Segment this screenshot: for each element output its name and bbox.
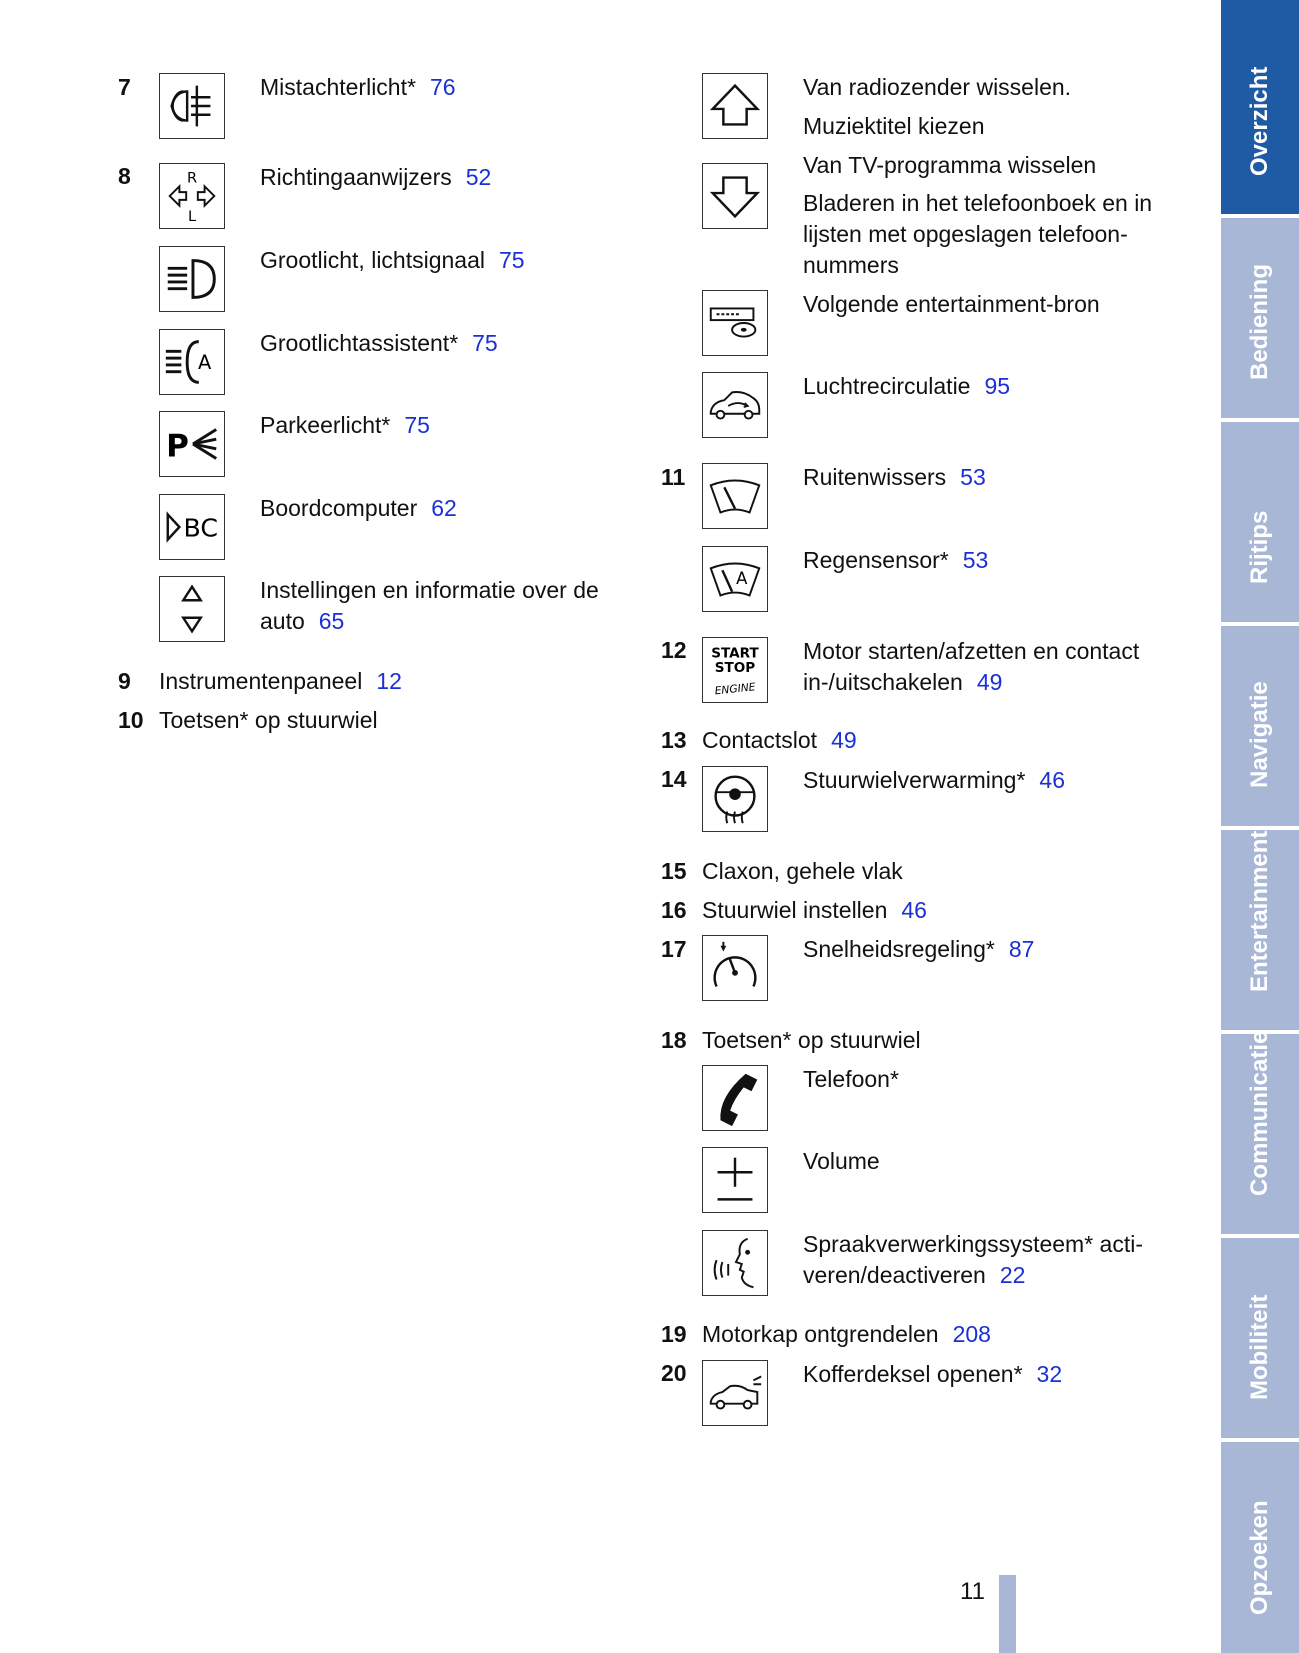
volume-plus-icon	[702, 1147, 768, 1213]
item-number-15: 15	[661, 858, 687, 884]
page-ref-link[interactable]: 46	[1039, 767, 1066, 793]
rain-sensor-label: Regensensor* 53	[803, 547, 989, 573]
high-beam-label: Grootlicht, lichtsignaal 75	[260, 247, 525, 273]
voice-control-label: Spraakverwerkingssysteem* acti- veren/deactiveren 22	[803, 1231, 1144, 1288]
rain-sensor-icon	[702, 546, 768, 612]
steering-wheel-buttons-label: Toetsen* op stuurwiel	[159, 707, 378, 733]
parking-light-label: Parkeerlicht* 75	[260, 412, 430, 438]
svg-text:BC: BC	[183, 513, 218, 543]
page-ref-link[interactable]: 22	[999, 1262, 1026, 1288]
svg-text:P: P	[166, 428, 189, 465]
entertainment-source-icon	[702, 290, 768, 356]
page-ref-link[interactable]: 49	[831, 727, 857, 753]
arrow-up-icon	[702, 73, 768, 139]
page-number: 11	[960, 1578, 985, 1605]
engine-text: ENGINE	[714, 680, 757, 698]
tab-mobiliteit[interactable]: Mobiliteit	[1221, 1238, 1299, 1442]
item-number-12: 12	[661, 637, 687, 663]
tab-communicatie[interactable]: Communicatie	[1221, 1034, 1299, 1238]
item-number-20: 20	[661, 1360, 687, 1386]
page-ref-link[interactable]: 53	[962, 547, 989, 573]
settings-info-label: Instellingen en informatie over de auto 65	[260, 577, 599, 634]
page-ref-link[interactable]: 95	[984, 373, 1011, 399]
board-computer-icon	[159, 494, 225, 560]
rear-fog-light-label: Mistachterlicht* 76	[260, 74, 456, 100]
svg-text:R: R	[186, 170, 198, 187]
instrument-panel-label: Instrumentenpaneel 12	[159, 668, 402, 694]
air-recirculation-icon	[702, 372, 768, 438]
page-ref-link[interactable]: 46	[901, 897, 927, 923]
wiper-icon	[702, 463, 768, 529]
page-ref-link[interactable]: 53	[960, 464, 986, 490]
section-sidebar	[1221, 0, 1299, 1653]
page-ref-link[interactable]: 12	[376, 668, 402, 694]
cruise-control-label: Snelheidsregeling* 87	[803, 936, 1035, 962]
hood-release-label: Motorkap ontgrendelen 208	[702, 1321, 991, 1347]
turn-signal-label: Richtingaanwijzers 52	[260, 164, 492, 190]
steering-heating-label: Stuurwielverwarming* 46	[803, 767, 1066, 793]
entertainment-source-label: Volgende entertainment-bron	[803, 291, 1100, 317]
page-ref-link[interactable]: 75	[472, 330, 498, 356]
high-beam-icon	[159, 246, 225, 312]
ignition-lock-label: Contactslot 49	[702, 727, 857, 753]
page-ref-link[interactable]: 32	[1036, 1361, 1063, 1387]
down-button-text: Bladeren in het telefoonboek en in lijsten met opgeslagen telefoon- nummers	[803, 190, 1153, 278]
tab-rijtips[interactable]: Rijtips	[1221, 422, 1299, 626]
item-number-9: 9	[118, 668, 131, 694]
page-ref-link[interactable]: 208	[952, 1321, 991, 1347]
air-recirculation-label: Luchtrecirculatie 95	[803, 373, 1011, 399]
item-number-10: 10	[118, 707, 144, 733]
up-down-arrows-icon	[159, 576, 225, 642]
steering-buttons-label: Toetsen* op stuurwiel	[702, 1027, 921, 1053]
high-beam-assistant-icon	[159, 329, 225, 395]
item-number-14: 14	[661, 766, 687, 792]
up-button-text: Van radiozender wisselen. Muziektitel kiezen Van TV-programma wisselen	[803, 74, 1097, 178]
tab-navigatie[interactable]: Navigatie	[1221, 626, 1299, 830]
tab-entertainment[interactable]: Entertainment	[1221, 830, 1299, 1034]
page-ref-link[interactable]: 65	[318, 608, 345, 634]
parking-light-icon	[159, 411, 225, 477]
cruise-control-icon	[702, 935, 768, 1001]
phone-label: Telefoon*	[803, 1066, 899, 1092]
item-number-7: 7	[118, 74, 131, 100]
wipers-label: Ruitenwissers 53	[803, 464, 986, 490]
item-number-16: 16	[661, 897, 687, 923]
item-number-17: 17	[661, 936, 687, 962]
svg-text:L: L	[187, 209, 197, 226]
tab-overzicht[interactable]: Overzicht	[1221, 0, 1299, 218]
tab-bediening[interactable]: Bediening	[1221, 218, 1299, 422]
volume-label: Volume	[803, 1148, 880, 1174]
steering-wheel-heating-icon	[702, 766, 768, 832]
start-text: START	[711, 645, 759, 662]
stop-text: STOP	[714, 659, 756, 676]
trunk-open-label: Kofferdeksel openen* 32	[803, 1361, 1063, 1387]
start-stop-label: Motor starten/afzetten en contact in-/uitschakelen 49	[803, 638, 1140, 695]
high-beam-assistant-label: Grootlichtassistent* 75	[260, 330, 498, 356]
rear-fog-light-icon	[159, 73, 225, 139]
page-ref-link[interactable]: 75	[499, 247, 525, 273]
steering-adjust-label: Stuurwiel instellen 46	[702, 897, 927, 923]
voice-control-icon	[702, 1230, 768, 1296]
svg-text:A: A	[197, 350, 212, 374]
svg-text:A: A	[736, 568, 748, 588]
item-number-11: 11	[661, 464, 686, 490]
board-computer-label: Boordcomputer 62	[260, 495, 457, 521]
page-number-bar	[999, 1575, 1016, 1653]
item-number-8: 8	[118, 163, 131, 189]
horn-label: Claxon, gehele vlak	[702, 858, 903, 884]
item-number-18: 18	[661, 1027, 687, 1053]
page-ref-link[interactable]: 62	[431, 495, 457, 521]
turn-signal-icon	[159, 163, 225, 229]
page-ref-link[interactable]: 75	[404, 412, 430, 438]
phone-icon	[702, 1065, 768, 1131]
tab-opzoeken[interactable]: Opzoeken	[1221, 1442, 1299, 1653]
start-stop-engine-icon	[702, 637, 768, 703]
trunk-open-icon	[702, 1360, 768, 1426]
item-number-13: 13	[661, 727, 687, 753]
page-ref-link[interactable]: 49	[976, 669, 1003, 695]
page-ref-link[interactable]: 76	[429, 74, 456, 100]
item-number-19: 19	[661, 1321, 687, 1347]
page-ref-link[interactable]: 87	[1008, 936, 1035, 962]
page-ref-link[interactable]: 52	[465, 164, 492, 190]
arrow-down-icon	[702, 163, 768, 229]
